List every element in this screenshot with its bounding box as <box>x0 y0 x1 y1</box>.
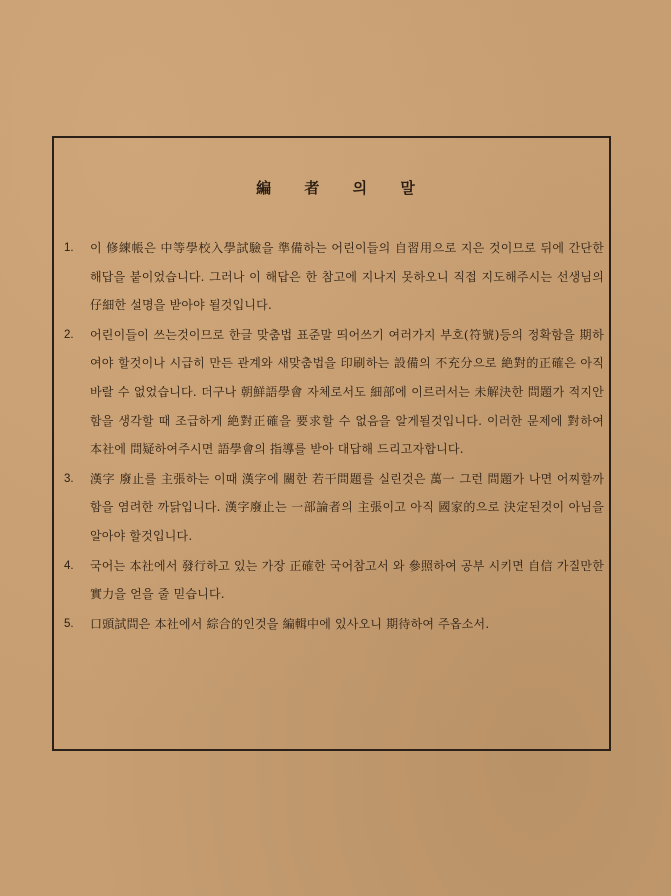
note-number: 3. <box>64 472 74 485</box>
note-item-4 <box>64 552 604 609</box>
note-text: 이 修練帳은 中等學校入學試驗을 準備하는 어린이들의 自習用으로 지은 것이므로 뒤에 간단한 해답을 붙이었습니다. 그러나 이 해답은 한 참고에 지나지 못하오니 직접 지도해주시는 선생님의 仔細한 설명을 받아야 될것입니다. <box>90 241 604 313</box>
note-text: 국어는 本社에서 發行하고 있는 가장 正確한 국어참고서 와 參照하여 공부 시키면 自信 가질만한 實力을 얻을 줄 믿습니다. <box>90 558 604 602</box>
note-number: 4. <box>64 559 74 572</box>
note-text: 口頭試問은 本社에서 綜合的인것을 編輯中에 있사오니 期待하여 주옵소서. <box>90 616 490 631</box>
note-number: 1. <box>64 242 74 254</box>
note-number: 2. <box>64 328 74 341</box>
note-item-2 <box>64 321 604 464</box>
note-number: 5. <box>64 617 74 630</box>
note-item-3 <box>64 465 604 551</box>
page-title: 編 者 의 말 <box>256 179 429 197</box>
note-item-5 <box>64 610 604 639</box>
note-item-1 <box>64 234 604 320</box>
note-text: 어린이들이 쓰는것이므로 한글 맞춤법 표준말 띄어쓰기 여러가지 부호(符號)등의 정확함을 期하여야 할것이나 시급히 만든 관계와 새맞춤법을 印刷하는 設備의 不充分으로 絶對的正確은 아직 바랄 수 없었습니다. 더구나 朝鮮語學會 자체로서도 細部에 이르러서는 未解決한 問題가 적지안함을 생각할 때 조급하게 絶對正確을 要求할 수 없음을 알게될것입니다. 이러한 문제에 對하여 本社에 問疑하여주시면 語學會의 指導를 받아 대답해 드리고자합니다. <box>90 327 604 457</box>
notes-list <box>64 234 604 639</box>
note-text: 漢字 廢止를 主張하는 이때 漢字에 關한 若干問題를 실린것은 萬一 그런 問題가 나면 어찌할까함을 염려한 까닭입니다. 漢字廢止는 一部論者의 主張이고 아직 國家的으로 決定된것이 아님을 알아야 할것입니다. <box>90 471 604 543</box>
